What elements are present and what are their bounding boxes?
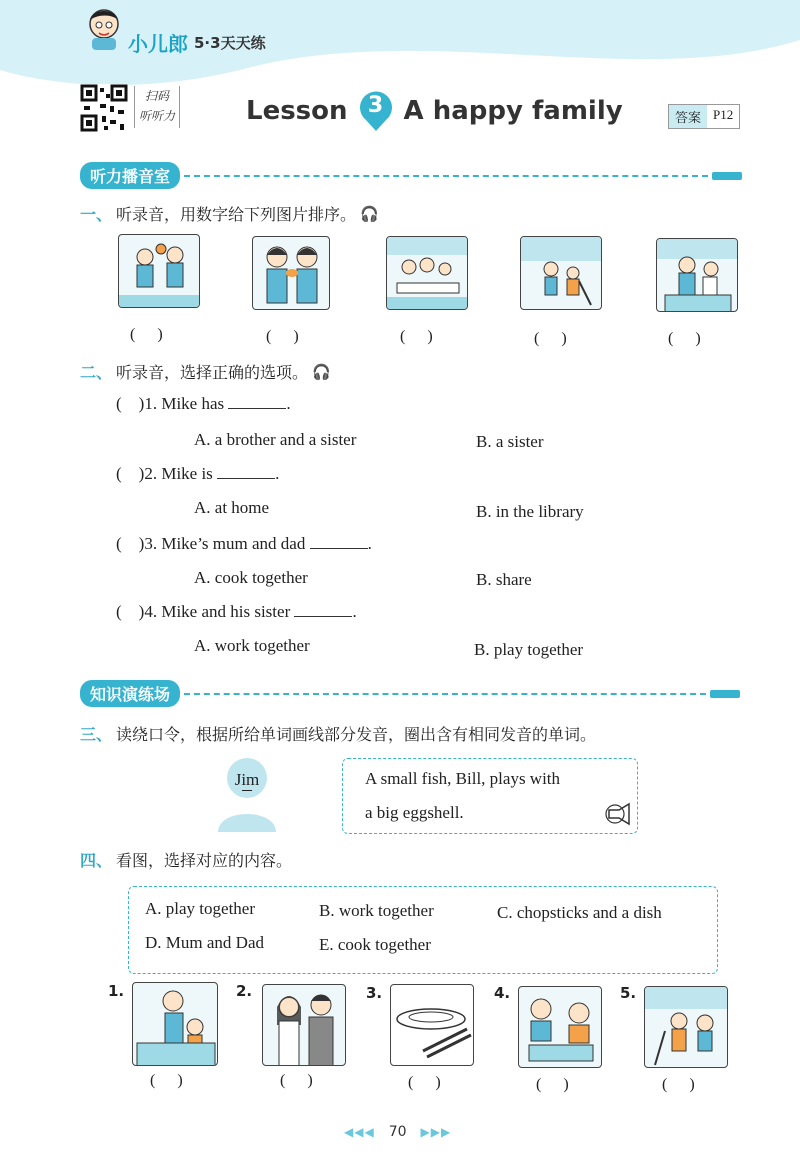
question-text: 听录音，选择正确的选项。	[116, 363, 309, 382]
brand-logo: 小儿郎	[128, 32, 188, 56]
lesson-number-badge	[358, 90, 394, 132]
answer-paren[interactable]: ()	[408, 1074, 463, 1091]
answer-reference	[668, 104, 740, 129]
rhyme-line-1[interactable]: A small fish, Bill, plays with	[365, 769, 561, 788]
picture-mum-and-girl-cooking	[132, 982, 218, 1066]
q2-item-2	[116, 464, 279, 484]
item-end: .	[275, 464, 280, 483]
person-silhouette-icon	[212, 752, 282, 832]
lesson-number: 3	[367, 93, 384, 118]
q2-item-3	[116, 534, 372, 554]
pencil-icon	[712, 172, 742, 180]
question-number: 三、	[80, 725, 113, 744]
answer-paren[interactable]: ()	[280, 1072, 335, 1089]
page-title	[246, 90, 623, 132]
answer-blank[interactable]	[310, 535, 368, 549]
answer-paren[interactable]: ()	[534, 330, 589, 347]
item-end: .	[367, 534, 372, 553]
picture-family-dinner	[386, 236, 468, 310]
question-text: 读绕口令，根据所给单词画线部分发音，圈出含有相同发音的单词。	[116, 725, 597, 744]
picture-kids-playing-together	[518, 986, 602, 1068]
question-4-title	[80, 848, 292, 871]
q2-item-4	[116, 602, 357, 622]
picture-number: 2.	[236, 982, 253, 1000]
picture-number: 3.	[366, 984, 383, 1002]
item-end: .	[352, 602, 357, 621]
lesson-prefix: Lesson	[246, 96, 348, 126]
answer-paren[interactable]: ()	[266, 328, 321, 345]
question-number: 二、	[80, 363, 113, 382]
tongue-twister-box	[342, 758, 638, 834]
section-ribbon-label: 听力播音室	[80, 162, 180, 189]
ribbon-divider	[184, 175, 708, 177]
megaphone-icon[interactable]	[605, 801, 637, 827]
section-ribbon-listening	[80, 162, 742, 189]
picture-play-ping-pong	[118, 234, 200, 308]
option-e[interactable]: E. cook together	[319, 935, 431, 954]
q2-item-4-option-b[interactable]: B. play together	[474, 640, 584, 659]
picture-number: 5.	[620, 984, 637, 1002]
answer-paren[interactable]: ( )	[116, 534, 145, 553]
option-c[interactable]: C. chopsticks and a dish	[497, 903, 662, 922]
phonics-word: Jim	[234, 770, 260, 789]
item-end: .	[286, 394, 291, 413]
lesson-title: A happy family	[403, 96, 623, 126]
page-footer	[344, 1124, 451, 1140]
answer-paren[interactable]: ()	[130, 326, 185, 343]
question-3-title	[80, 722, 596, 745]
answer-blank[interactable]	[294, 603, 352, 617]
qr-code-icon[interactable]	[80, 84, 128, 132]
right-arrows-icon: ▶▶▶	[420, 1125, 452, 1139]
item-stem: 2. Mike is	[144, 464, 213, 483]
scan-to-listen-label	[134, 86, 180, 128]
q2-item-2-option-b[interactable]: B. in the library	[476, 502, 584, 521]
picture-chopsticks-and-dish	[390, 984, 474, 1066]
answer-paren[interactable]: ()	[668, 330, 723, 347]
q2-item-1	[116, 394, 291, 414]
scan-line1: 扫码	[144, 89, 169, 103]
section-ribbon-label: 知识演练场	[80, 680, 180, 707]
question-1-title	[80, 202, 379, 225]
answer-paren[interactable]: ( )	[116, 602, 145, 621]
picture-number: 4.	[494, 984, 511, 1002]
answer-paren[interactable]: ()	[400, 328, 455, 345]
brand-subtitle: 5·3天天练	[194, 34, 266, 52]
pencil-icon	[710, 690, 740, 698]
answer-paren[interactable]: ( )	[116, 394, 145, 413]
ribbon-divider	[184, 693, 706, 695]
answer-paren[interactable]: ( )	[116, 464, 145, 483]
picture-number: 1.	[108, 982, 125, 1000]
q2-item-1-option-a[interactable]: A. a brother and a sister	[194, 430, 357, 449]
headphones-icon[interactable]: 🎧	[360, 204, 379, 223]
question-number: 一、	[80, 205, 113, 224]
answer-page: P12	[713, 107, 734, 122]
picture-two-girls	[252, 236, 330, 310]
answer-paren[interactable]: ()	[662, 1076, 717, 1093]
picture-cleaning-together	[520, 236, 602, 310]
answer-label: 答案	[669, 105, 707, 128]
option-a[interactable]: A. play together	[145, 899, 255, 918]
item-stem: 3. Mike’s mum and dad	[144, 534, 306, 553]
answer-paren[interactable]: ()	[536, 1076, 591, 1093]
option-b[interactable]: B. work together	[319, 901, 434, 920]
headphones-icon[interactable]: 🎧	[312, 362, 331, 381]
q2-item-4-option-a[interactable]: A. work together	[194, 636, 310, 655]
question-2-title	[80, 360, 331, 383]
item-stem: 1. Mike has	[144, 394, 225, 413]
answer-blank[interactable]	[228, 395, 286, 409]
answer-paren[interactable]: ()	[150, 1072, 205, 1089]
q2-item-3-option-b[interactable]: B. share	[476, 570, 532, 589]
q2-item-1-option-b[interactable]: B. a sister	[476, 432, 544, 451]
question-text: 看图，选择对应的内容。	[116, 851, 293, 870]
question-number: 四、	[80, 851, 113, 870]
scan-line2: 听听力	[138, 109, 175, 123]
picture-kids-cleaning-together	[644, 986, 728, 1068]
options-box	[128, 886, 718, 974]
option-d[interactable]: D. Mum and Dad	[145, 933, 264, 952]
q2-item-2-option-a[interactable]: A. at home	[194, 498, 270, 517]
rhyme-line-2[interactable]: a big eggshell.	[365, 803, 464, 822]
page-number: 70	[388, 1124, 407, 1140]
item-stem: 4. Mike and his sister	[144, 602, 291, 621]
left-arrows-icon: ◀◀◀	[344, 1125, 375, 1139]
brand	[128, 28, 266, 57]
picture-mum-and-dad	[262, 984, 346, 1066]
q2-item-3-option-a[interactable]: A. cook together	[194, 568, 308, 587]
question-text: 听录音，用数字给下列图片排序。	[116, 205, 357, 224]
word-underline	[242, 790, 252, 791]
mascot-icon	[84, 6, 124, 52]
section-ribbon-practice	[80, 680, 740, 707]
answer-blank[interactable]	[217, 465, 275, 479]
picture-cooking-together	[656, 238, 738, 312]
